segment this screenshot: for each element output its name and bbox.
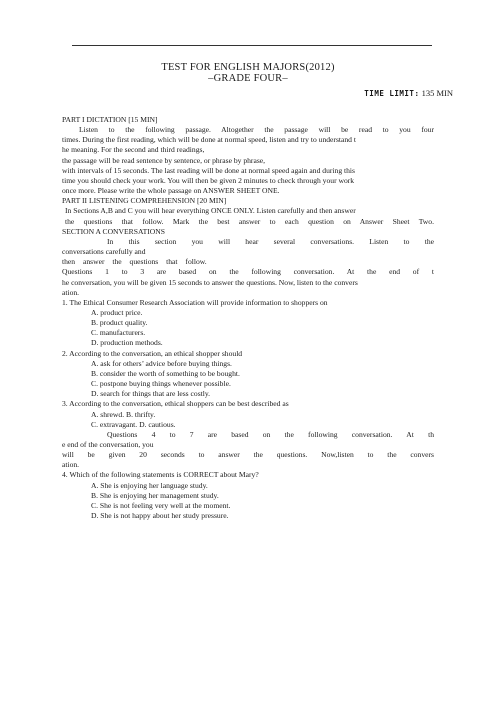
text-line: the passage will be read sentence by sentence, or phrase by phrase, <box>62 155 266 165</box>
text-line: then answer the questions that follow. <box>62 257 207 267</box>
text-line: ation. <box>62 287 80 297</box>
text-line: Questions 1 to 3 are based on the following conversation. At the end of t <box>62 267 434 277</box>
exam-subtitle: –GRADE FOUR– <box>208 73 288 84</box>
text-line: D. She is not happy about her study pressure. <box>91 511 229 521</box>
text-line: he conversation, you will be given 15 seconds to answer the questions. Now, listen to the convers <box>62 277 358 287</box>
text-line: 3. According to the conversation, ethical shoppers can be best described as <box>62 399 289 409</box>
text-line: 2. According to the conversation, an ethical shopper should <box>62 348 243 358</box>
text-line: times. During the first reading, which will be done at normal speed, listen and try to understand t <box>62 135 356 145</box>
text-line: conversations carefully and <box>62 247 146 257</box>
text-line: D. production methods. <box>91 338 163 348</box>
text-line: ation. <box>62 460 80 470</box>
text-line: will be given 20 seconds to answer the questions. Now,listen to the convers <box>62 450 434 460</box>
text-line: once more. Please write the whole passage on ANSWER SHEET ONE. <box>62 186 280 196</box>
text-line: e end of the conversation, you <box>62 440 154 449</box>
text-line: the questions that follow. Mark the best answer to each question on Answer Sheet Two. <box>65 216 434 226</box>
text-line: B. consider the worth of something to be bought. <box>91 368 240 378</box>
exam-title: TEST FOR ENGLISH MAJORS(2012) <box>161 62 335 73</box>
text-line: C. She is not feeling very well at the moment. <box>91 500 231 510</box>
text-line: PART I DICTATION [15 MIN] <box>62 115 158 124</box>
text-line: C. manufacturers. <box>91 328 146 338</box>
text-line: B. product quality. <box>91 318 148 328</box>
text-line: A. She is enjoying her language study. <box>91 480 208 490</box>
text-line: SECTION A CONVERSATIONS <box>62 226 165 236</box>
text-line: Listen to the following passage. Altogether the passage will be read to you four <box>79 125 434 135</box>
text-line: C. extravagant. D. cautious. <box>91 419 176 429</box>
text-line: time you should check your work. You will then be given 2 minutes to check through your work <box>62 175 355 185</box>
text-line: PART II LISTENING COMPREHENSION [20 MIN] <box>62 196 227 206</box>
time-limit <box>364 88 453 98</box>
text-line: In this section you will hear several conversations. Listen to the <box>107 236 434 246</box>
text-line: D. search for things that are less costly. <box>91 389 211 399</box>
text-line: 1. The Ethical Consumer Research Association will provide information to shoppers on <box>62 297 328 307</box>
text-line: 4. Which of the following statements is CORRECT about Mary? <box>62 470 259 480</box>
text-line: A. shrewd. B. thrifty. <box>91 409 156 419</box>
text-line: with intervals of 15 seconds. The last reading will be done at normal speed again and during this <box>62 165 355 175</box>
text-line: C. postpone buying things whenever possible. <box>91 379 231 389</box>
time-limit-value: 135 MIN <box>421 88 453 98</box>
header-rule <box>72 45 432 46</box>
text-line: he meaning. For the second and third readings, <box>62 145 205 155</box>
text-line: B. She is enjoying her management study. <box>91 490 219 500</box>
text-line: In Sections A,B and C you will hear everything ONCE ONLY. Listen carefully and then answer <box>65 206 356 216</box>
text-line: Questions 4 to 7 are based on the following conversation. At th <box>107 429 434 439</box>
text-line: A. product price. <box>91 307 143 317</box>
text-line: A. ask for others’ advice before buying things. <box>91 358 232 368</box>
document-body <box>62 115 434 521</box>
time-limit-label: TIME LIMIT: <box>364 89 420 98</box>
